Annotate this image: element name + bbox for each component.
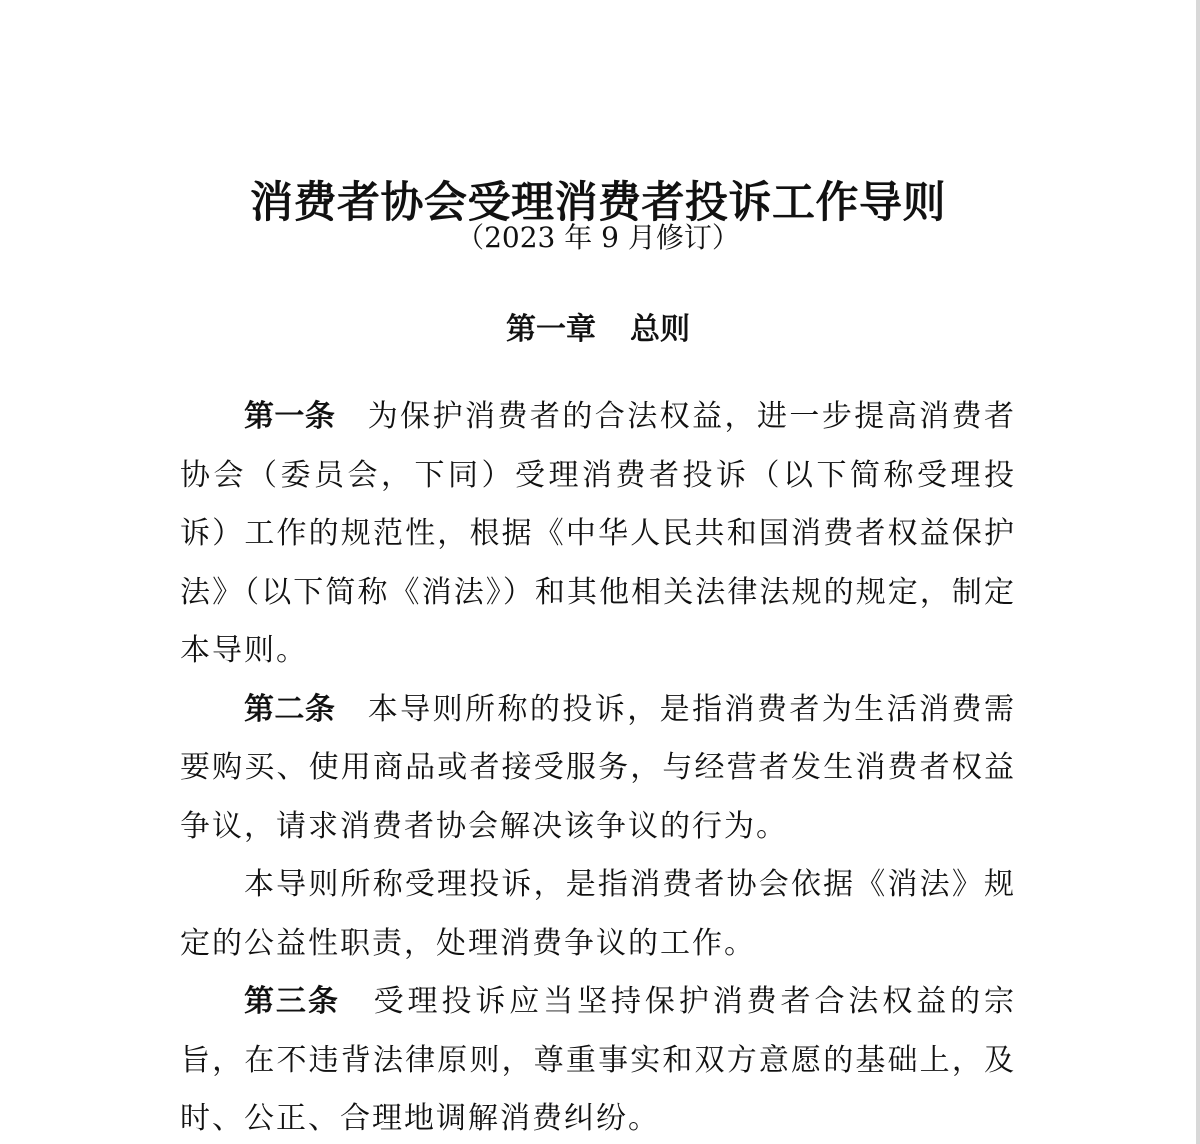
page-edge — [1196, 0, 1200, 1144]
article-3 — [180, 973, 1016, 1144]
chapter-number: 第一章 — [506, 312, 596, 347]
article-text: 为保护消费者的合法权益，进一步提高消费者协会（委员会，下同）受理消费者投诉（以下简称受理投诉）工作的规范性，根据《中华人民共和国消费者权益保护法》（以下简称《消法》）和其他相关法律法规的规定，制定本导则。 — [180, 399, 1017, 668]
article-2-paragraph-2 — [180, 856, 1016, 973]
article-text: 本导则所称的投诉，是指消费者为生活消费需要购买、使用商品或者接受服务，与经营者发生消费者权益争议，请求消费者协会解决该争议的行为。 — [180, 691, 1017, 844]
article-text: 受理投诉应当坚持保护消费者合法权益的宗旨，在不违背法律原则，尊重事实和双方意愿的基础上，及时、公正、合理地调解消费纠纷。 — [180, 984, 1017, 1136]
article-2 — [180, 681, 1016, 857]
article-label: 第一条 — [244, 399, 336, 434]
article-label: 第三条 — [244, 984, 340, 1019]
article-label: 第二条 — [244, 691, 336, 727]
article-text: 本导则所称受理投诉，是指消费者协会依据《消法》规定的公益性职责，处理消费争议的工作。 — [180, 867, 1016, 961]
document-title: 消费者协会受理消费者投诉工作导则 — [250, 177, 946, 228]
article-1 — [180, 388, 1016, 681]
document-body — [180, 388, 1016, 1144]
chapter-heading — [0, 310, 1196, 350]
document-subtitle: （2023 年 9 月修订） — [456, 221, 740, 254]
chapter-name: 总则 — [630, 312, 690, 347]
